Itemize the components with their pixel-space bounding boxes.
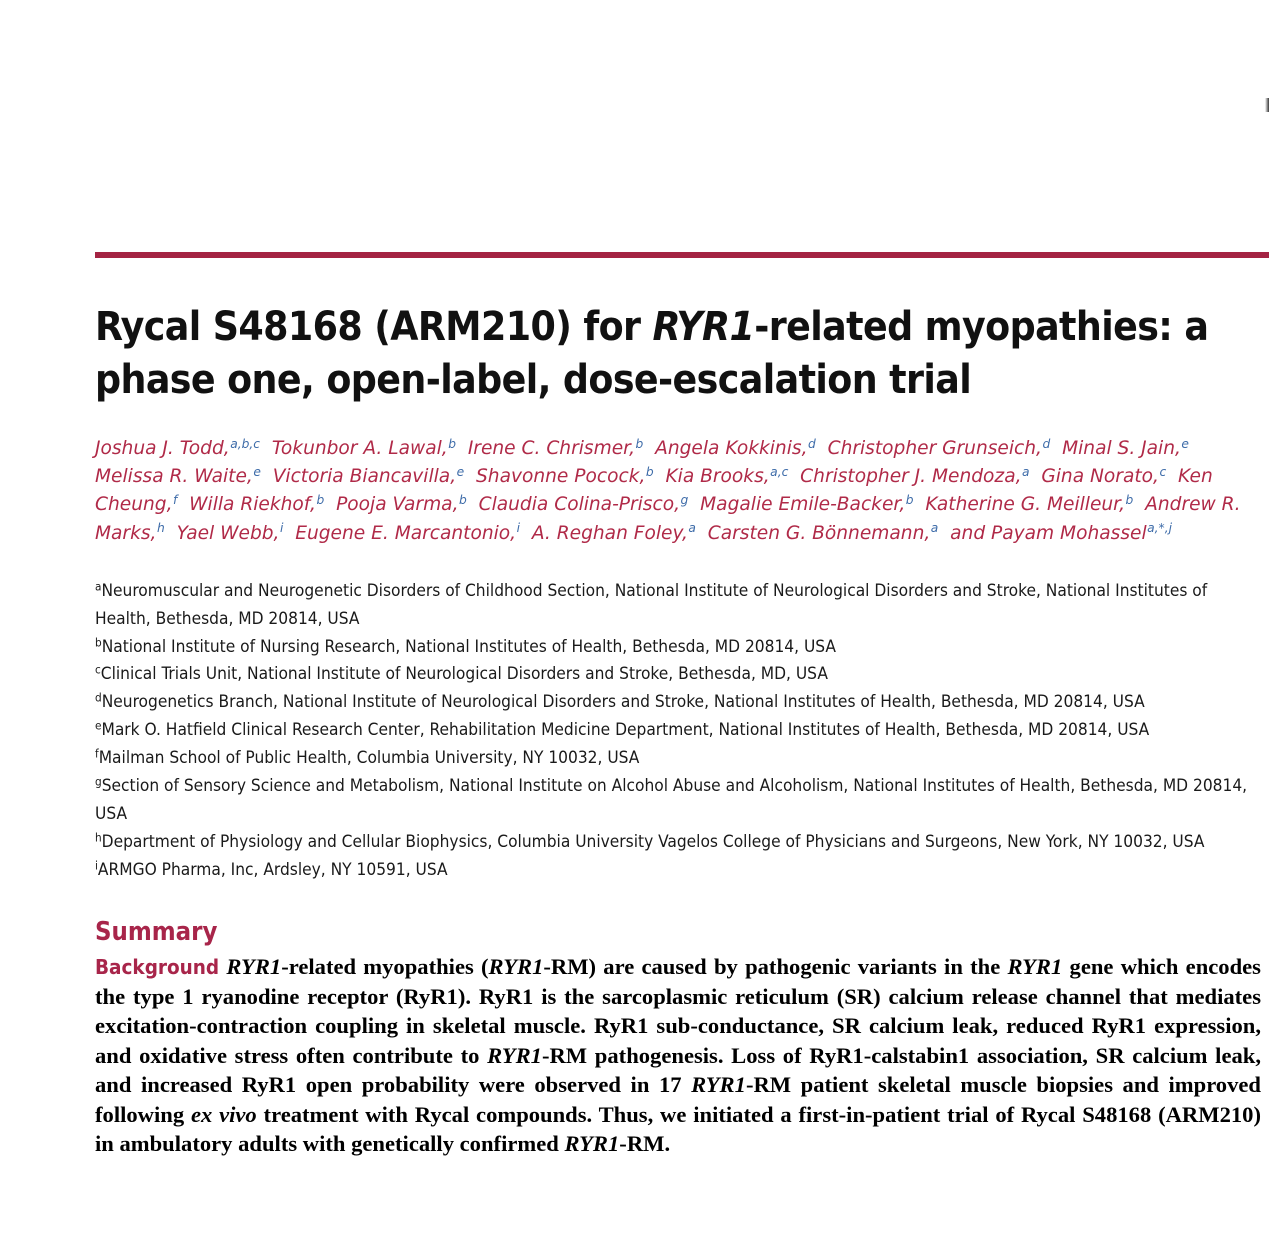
gene-italic: RYR1 <box>226 954 282 980</box>
affiliation-marker: h <box>95 830 102 845</box>
author-name: Victoria Biancavilla, <box>272 466 457 488</box>
title-part-post: -related myopathies: a phase <box>95 302 1209 404</box>
body-text: -RM) are caused by pathogenic variants in the <box>543 954 1008 980</box>
title-gene-italic: RYR1 <box>652 302 755 350</box>
author-affiliation-marker: a,c <box>770 464 789 479</box>
author-affiliation-marker: f <box>173 493 178 508</box>
header-divider-rule <box>95 252 1269 258</box>
background-text <box>95 954 1261 1156</box>
author-name: Andrew R. Marks, <box>95 494 1241 544</box>
affiliation-entry <box>95 689 1261 717</box>
author-entry <box>925 494 1133 515</box>
page-edge-mark <box>1265 98 1269 112</box>
affiliation-entry <box>95 634 1261 662</box>
gene-italic: RYR1 <box>564 1131 620 1157</box>
affiliation-list <box>95 578 1261 884</box>
gene-italic: RYR1 <box>488 954 544 980</box>
author-entry <box>700 494 913 515</box>
affiliation-entry <box>95 717 1261 745</box>
affiliation-entry <box>95 745 1261 773</box>
affiliation-entry <box>95 829 1261 857</box>
author-affiliation-marker: a <box>1022 464 1030 479</box>
affiliation-marker: d <box>95 690 102 705</box>
affiliation-marker: f <box>95 746 99 761</box>
affiliation-text: National Institute of Nursing Research, National Institutes of Health, Bethesda, MD 20814, USA <box>101 636 836 657</box>
author-name: Christopher J. Mendoza, <box>800 466 1022 488</box>
gene-italic: RYR1 <box>691 1072 746 1098</box>
summary-background-paragraph <box>95 952 1261 1158</box>
author-name: Carsten G. Bönnemann, <box>707 522 931 544</box>
author-affiliation-marker: b <box>458 493 467 508</box>
author-list <box>95 435 1260 548</box>
affiliation-text: Section of Sensory Science and Metabolism, National Institute on Alcohol Abuse and Alcoholism, National Institutes of Health, Bethesda, MD 20814, USA <box>95 775 1248 824</box>
author-affiliation-marker: b <box>905 493 914 508</box>
author-name: Irene C. Chrismer, <box>467 437 635 459</box>
affiliation-text: ARMGO Pharma, Inc, Ardsley, NY 10591, USA <box>97 859 448 880</box>
affiliation-entry <box>95 857 1261 885</box>
author-affiliation-marker: b <box>635 436 644 451</box>
author-name: Yael Webb, <box>176 522 280 544</box>
affiliation-marker: i <box>95 857 98 872</box>
author-entry <box>655 438 816 459</box>
author-entry <box>295 523 520 544</box>
author-name: Christopher Grunseich, <box>827 437 1042 459</box>
author-affiliation-marker: h <box>156 521 165 536</box>
affiliation-text: Mark O. Hatfield Clinical Research Center, Rehabilitation Medicine Department, National Institutes of Health, Bethesda, MD 20814, USA <box>101 720 1150 741</box>
author-entry <box>189 494 324 515</box>
author-affiliation-marker: a <box>688 521 696 536</box>
author-name: A. Reghan Foley, <box>531 522 688 544</box>
summary-heading: Summary <box>95 917 218 948</box>
author-affiliation-marker: e <box>456 464 465 479</box>
author-entry <box>95 466 261 487</box>
author-affiliation-marker: i <box>516 521 521 536</box>
author-affiliation-marker: b <box>1125 493 1134 508</box>
article-content <box>95 300 1261 1159</box>
author-entry <box>95 438 260 459</box>
title-line-two: one, open-label, dose-escalation trial <box>227 355 972 404</box>
author-name: Gina Norato, <box>1041 466 1159 488</box>
author-entry <box>665 466 788 487</box>
author-affiliation-marker: b <box>448 436 456 451</box>
author-entry <box>479 494 689 515</box>
author-name: Willa Riekhof, <box>189 494 316 516</box>
author-name: Shavonne Pocock, <box>475 466 646 488</box>
author-name: Joshua J. Todd, <box>95 437 230 459</box>
affiliation-marker: e <box>95 718 102 733</box>
affiliation-text: Neuromuscular and Neurogenetic Disorders of Childhood Section, National Institute of Neurological Disorders and Stroke, National Institutes of Health, Bethesda, MD 20814, USA <box>95 580 1208 629</box>
author-name: Angela Kokkinis, <box>655 437 808 459</box>
author-entry <box>476 466 654 487</box>
author-name: Minal S. Jain, <box>1062 437 1181 459</box>
affiliation-entry <box>95 773 1261 829</box>
affiliation-text: Mailman School of Public Health, Columbia University, NY 10032, USA <box>98 748 640 769</box>
author-name: and Payam Mohassel <box>950 522 1147 544</box>
body-text: gene which encodes the type 1 ryanodine receptor (RyR1). RyR1 is the sarcoplasmic reticulum (SR) calcium release channel that mediates excitation-contraction coupling in skeletal muscle. RyR1 sub-conductance, SR calcium leak, reduced RyR1 expression, and oxidative stress often contribute to <box>95 954 1261 1068</box>
gene-italic: RYR1 <box>487 1042 542 1068</box>
author-affiliation-marker: c <box>1159 464 1167 479</box>
affiliation-marker: g <box>95 774 102 789</box>
background-label: Background <box>95 955 220 980</box>
affiliation-marker: c <box>95 662 101 677</box>
affiliation-marker: a <box>95 579 102 594</box>
affiliation-text: Department of Physiology and Cellular Biophysics, Columbia University Vagelos College of Physicians and Surgeons, New York, NY 10032, USA <box>101 831 1205 852</box>
author-entry <box>468 438 643 459</box>
body-text: treatment with Rycal compounds. Thus, we initiated a first-in-patient trial of Rycal S48168 (ARM210) in ambulatory adults with genetically confirmed <box>95 1101 1261 1157</box>
author-name: Ken Cheung, <box>95 466 1213 516</box>
author-entry <box>532 523 696 544</box>
body-text: -RM patient skeletal muscle biopsies and improved following <box>95 1072 1261 1127</box>
author-affiliation-marker: e <box>1181 436 1189 451</box>
affiliation-entry <box>95 661 1261 689</box>
author-affiliation-marker: d <box>1042 436 1051 451</box>
author-name: Eugene E. Marcantonio, <box>295 522 517 544</box>
author-entry <box>272 438 456 459</box>
author-name: Katherine G. Meilleur, <box>925 494 1126 516</box>
author-affiliation-marker: a,b,c <box>230 436 261 451</box>
author-affiliation-marker: d <box>807 436 816 451</box>
author-name: Claudia Colina-Prisco, <box>478 494 681 516</box>
author-entry <box>800 466 1029 487</box>
author-affiliation-marker: b <box>645 464 654 479</box>
title-part-pre: Rycal S48168 (ARM210) for <box>95 302 653 350</box>
page-title <box>95 300 1261 407</box>
body-text: -RM pathogenesis. Loss of RyR1-calstabin1 association, SR calcium leak, and increased RyR1 open probability were observed in 17 <box>95 1042 1261 1098</box>
author-entry <box>1041 466 1166 487</box>
author-entry <box>177 523 284 544</box>
author-affiliation-marker: e <box>253 464 261 479</box>
author-name: Magalie Emile-Backer, <box>700 494 906 516</box>
author-name: Tokunbor A. Lawal, <box>271 437 448 459</box>
author-affiliation-marker: g <box>680 493 689 508</box>
gene-italic: RYR1 <box>1007 954 1063 980</box>
author-entry <box>828 438 1051 459</box>
author-entry <box>273 466 464 487</box>
author-entry <box>950 523 1172 544</box>
affiliation-text: Clinical Trials Unit, National Institute of Neurological Disorders and Stroke, Bethesda, MD, USA <box>100 664 828 685</box>
author-entry <box>1062 438 1189 459</box>
body-text: -RM. <box>619 1131 671 1157</box>
author-affiliation-marker: a <box>930 521 939 536</box>
gene-italic: ex vivo <box>190 1101 257 1127</box>
affiliation-marker: b <box>95 635 102 650</box>
affiliation-text: Neurogenetics Branch, National Institute of Neurological Disorders and Stroke, National Institutes of Health, Bethesda, MD 20814, USA <box>101 692 1145 713</box>
author-entry <box>336 494 467 515</box>
author-name: Melissa R. Waite, <box>95 466 253 488</box>
author-name: Kia Brooks, <box>665 466 770 488</box>
author-affiliation-marker: a,*,j <box>1147 521 1172 536</box>
author-affiliation-marker: i <box>279 521 284 536</box>
body-text: -related myopathies ( <box>281 954 489 980</box>
author-affiliation-marker: b <box>316 493 325 508</box>
author-entry <box>708 523 939 544</box>
author-name: Pooja Varma, <box>336 494 459 516</box>
affiliation-entry <box>95 578 1261 634</box>
